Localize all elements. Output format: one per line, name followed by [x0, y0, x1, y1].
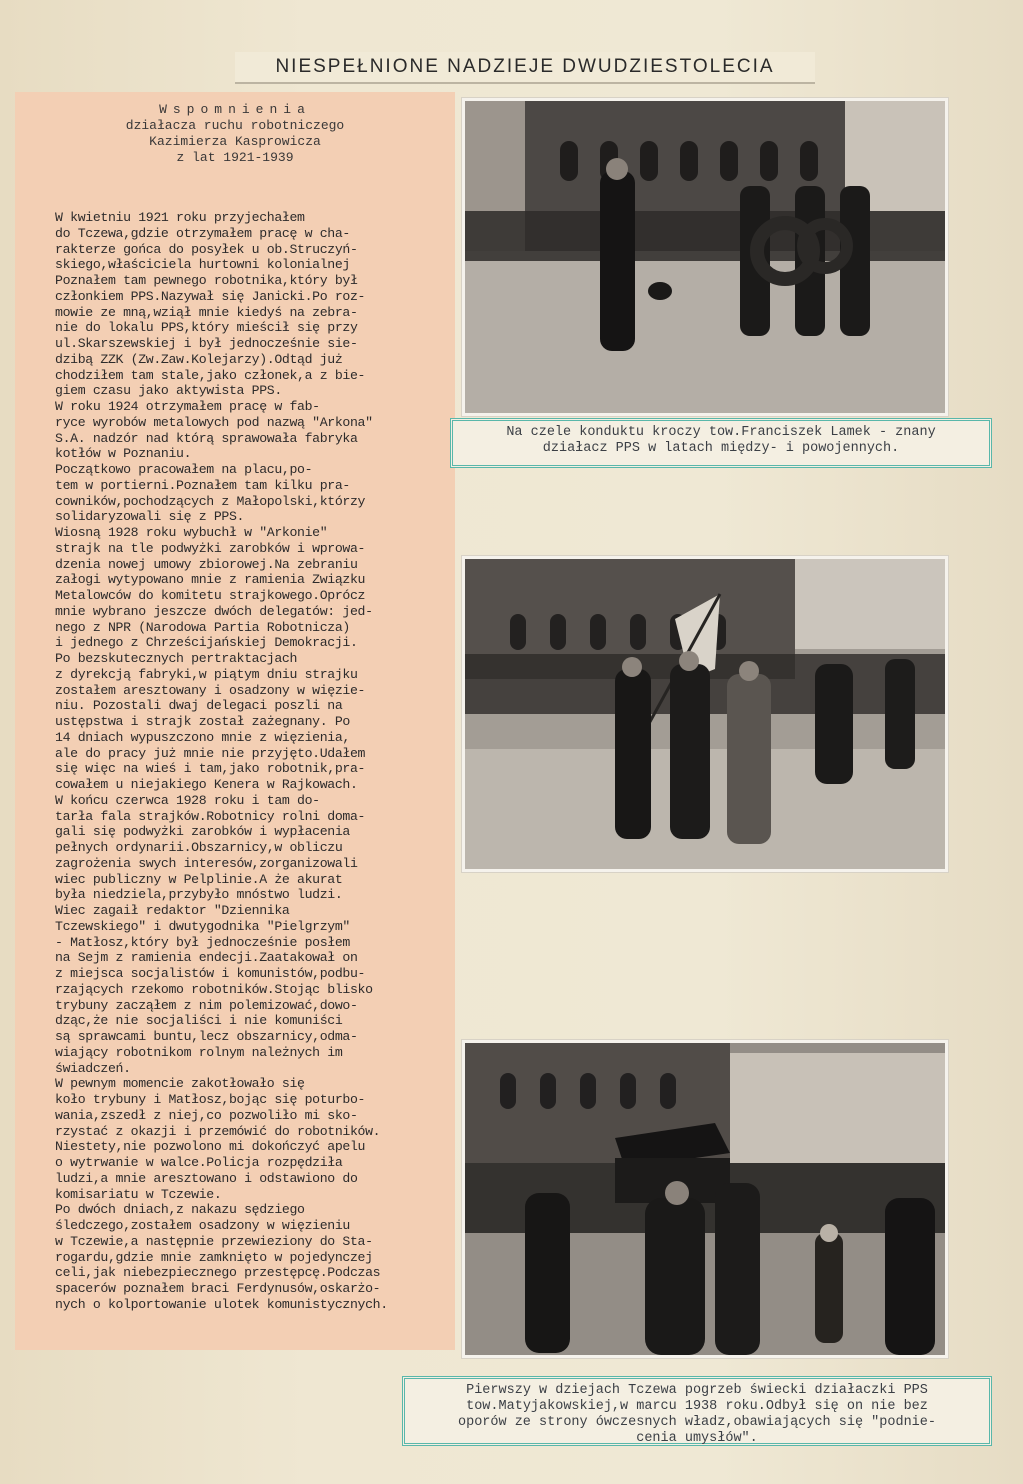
memoir-body-line: W kwietniu 1921 roku przyjechałem	[55, 210, 305, 225]
memoir-body-line: wania,zszedł z niej,co pozwoliło mi sko-	[55, 1107, 358, 1123]
memoir-body-line: niu. Pozostali dwaj delegaci poszli na	[55, 698, 343, 714]
memoir-body-line: skiego,właściciela hurtowni kolonialnej	[55, 257, 350, 273]
caption-photo-1	[450, 418, 992, 468]
memoir-body-line: Po dwóch dniach,z nakazu sędziego	[55, 1202, 305, 1218]
memoir-body-line: do Tczewa,gdzie otrzymałem pracę w cha-	[55, 225, 350, 241]
memoir-body-line: była niedziela,przybyło mnóstwo ludzi.	[55, 887, 343, 903]
memoir-body-line: komisariatu w Tczewie.	[55, 1186, 222, 1202]
memoir-body-line: W końcu czerwca 1928 roku i tam do-	[55, 792, 320, 808]
memoir-body-line: - Matłosz,który był jednocześnie posłem	[55, 934, 350, 950]
memoir-body-line: tarła fala strajków.Robotnicy rolni doma-	[55, 808, 366, 824]
memoir-body-line: członkiem PPS.Nazywał się Janicki.Po roz-	[55, 288, 366, 304]
memoir-title-line: działacza ruchu robotniczego	[125, 118, 345, 133]
memoir-body-line: są sprawcami buntu,lecz obszarnicy,odma-	[55, 1029, 358, 1044]
memoir-body-line: ale do pracy już mnie nie przyjęto.Udałem	[55, 745, 366, 761]
memoir-body-line: Niestety,nie pozwolono mi dokończyć apelu	[55, 1139, 366, 1155]
memoir-body	[55, 210, 455, 1313]
memoir-body-line: W roku 1924 otrzymałem pracę w fab-	[55, 399, 320, 414]
memoir-body-line: Wiosną 1928 roku wybuchł w "Arkonie"	[55, 525, 328, 540]
memoir-body-line: mnie wybrano jeszcze dwóch delegatów: jed-	[55, 603, 373, 619]
memoir-body-line: rakterze gońca do posyłek u ob.Struczyń-	[55, 241, 358, 257]
memoir-body-line: wiający robotnikom rolnym należnych im	[55, 1044, 343, 1060]
caption-photo-3	[402, 1376, 992, 1446]
memoir-body-line: świadczeń.	[55, 1060, 131, 1076]
memoir-body-line: dzenia nowej umowy zbiorowej.Na zebraniu	[55, 556, 358, 572]
memoir-body-line: spacerów poznałem braci Ferdynusów,oskarżo-	[55, 1281, 381, 1296]
memoir-body-line: rogardu,gdzie mnie zamknięto w pojedynczej	[55, 1249, 373, 1265]
memoir-body-line: cowników,pochodzących z Małopolski,którzy	[55, 493, 366, 509]
memoir-body-line: z dyrekcją fabryki,w piątym dniu strajku	[55, 666, 358, 682]
memoir-body-line: zagrożenia swych interesów,zorganizowali	[55, 855, 358, 871]
memoir-body-line: Tczewskiego" i dwutygodnika "Pielgrzym"	[55, 918, 350, 934]
memoir-body-line: w Tczewie,a następnie przewieziony do Sta-	[55, 1233, 373, 1249]
memoir-body-line: solidaryzowali się z PPS.	[55, 509, 245, 525]
memoir-body-line: celi,jak niebezpiecznego przestępcę.Podczas	[55, 1265, 381, 1281]
memoir-body-line: ludzi,a mnie aresztowano i odstawiono do	[55, 1170, 358, 1186]
caption-line: Pierwszy w dziejach Tczewa pogrzeb świecki działaczki PPS	[466, 1383, 928, 1398]
memoir-body-line: i jednego z Chrześcijańskiej Demokracji.	[55, 635, 358, 651]
memoir-body-line: cowałem u niejakiego Kenera w Rajkowach.	[55, 777, 358, 792]
memoir-title	[65, 102, 405, 166]
memoir-body-line: Poznałem tam pewnego robotnika,który był	[55, 273, 358, 288]
memoir-body-line: załogi wytypowano mnie z ramienia Związku	[55, 572, 366, 588]
caption-line: Na czele konduktu kroczy tow.Franciszek Lamek - znany	[506, 425, 936, 440]
memoir-body-line: ul.Skarszewskiej i był jednocześnie sie-	[55, 336, 358, 351]
caption-line: tow.Matyjakowskiej,w marcu 1938 roku.Odbył się on nie bez	[466, 1399, 928, 1414]
memoir-body-line: Metalowców do komitetu strajkowego.Oprócz	[55, 588, 366, 603]
memoir-body-line: chodziłem tam stale,jako członek,a z bie-	[55, 367, 366, 383]
memoir-body-line: dząc,że nie socjaliści i nie komuniści	[55, 1013, 343, 1029]
memoir-body-line: dzibą ZZK (Zw.Zaw.Kolejarzy).Odtąd już	[55, 351, 343, 367]
memoir-body-line: mowie ze mną,wziął mnie kiedyś na zebra-	[55, 304, 358, 320]
caption-line: oporów ze strony ówczesnych władz,obawiających się "podnie-	[458, 1415, 936, 1430]
page-title: NIESPEŁNIONE NADZIEJE DWUDZIESTOLECIA	[275, 56, 775, 77]
memoir-body-line: giem czasu jako aktywista PPS.	[55, 383, 282, 399]
memoir-body-line: Po bezskutecznych pertraktacjach	[55, 651, 298, 666]
memoir-title-line: Kazimierza Kasprowicza	[149, 134, 321, 149]
memoir-body-line: na Sejm z ramienia endecji.Zaatakował on	[55, 950, 358, 966]
memoir-body-line: się więc na wieś i tam,jako robotnik,pra-	[55, 761, 366, 777]
memoir-body-line: kotłów w Poznaniu.	[55, 446, 192, 462]
memoir-body-line: wiec publiczny w Pelplinie.A że akurat	[55, 871, 343, 887]
memoir-body-line: koło trybuny i Matłosz,bojąc się poturbo-	[55, 1092, 366, 1107]
memoir-body-line: Początkowo pracowałem na placu,po-	[55, 462, 313, 477]
photo-procession-lamek	[462, 98, 948, 416]
memoir-body-line: nego z NPR (Narodowa Partia Robotnicza)	[55, 619, 350, 635]
memoir-body-line: nie do lokalu PPS,który mieścił się przy	[55, 320, 358, 336]
memoir-body-line: strajk na tle podwyżki zarobków i wprowa-	[55, 540, 366, 556]
photo-march-banner	[462, 556, 948, 872]
memoir-body-line: pełnych ordynarii.Obszarnicy,w obliczu	[55, 840, 343, 855]
memoir-body-line: nych o kolportowanie ulotek komunistycznych.	[55, 1296, 388, 1312]
memoir-body-line: trybuny zacząłem z nim polemizować,dowo-	[55, 997, 358, 1013]
photo-secular-funeral	[462, 1040, 948, 1358]
memoir-body-line: zostałem aresztowany i osadzony w więzie-	[55, 682, 366, 698]
memoir-body-line: tem w portierni.Poznałem tam kilku pra-	[55, 477, 350, 493]
memoir-body-line: gali się podwyżki zarobków i wypłacenia	[55, 824, 350, 840]
caption-line: cenia umysłów".	[636, 1431, 758, 1446]
memoir-body-line: śledczego,zostałem osadzony w więzieniu	[55, 1218, 350, 1233]
memoir-title-line: z lat 1921-1939	[176, 150, 294, 165]
memoir-body-line: S.A. nadzór nad którą sprawowała fabryka	[55, 430, 358, 446]
memoir-body-line: W pewnym momencie zakotłowało się	[55, 1076, 305, 1092]
memoir-text-panel	[15, 92, 455, 1350]
memoir-title-line: Wspomnienia	[159, 102, 311, 117]
memoir-body-line: z miejsca socjalistów i komunistów,podbu-	[55, 966, 366, 981]
memoir-body-line: Wiec zagaił redaktor "Dziennika	[55, 903, 290, 918]
header-strip	[235, 52, 815, 84]
memoir-body-line: o wytrwanie w walce.Policja rozpędziła	[55, 1155, 343, 1170]
caption-line: działacz PPS w latach między- i powojennych.	[542, 441, 900, 456]
memoir-body-line: 14 dniach wypuszczono mnie z więzienia,	[55, 729, 350, 745]
memoir-body-line: ryce wyrobów metalowych pod nazwą "Arkona"	[55, 414, 373, 430]
memoir-body-line: rzystać z okazji i przemówić do robotników.	[55, 1123, 381, 1139]
memoir-body-line: ustępstwa i strajk został zażegnany. Po	[55, 714, 350, 729]
memoir-body-line: rzających rzekomo robotników.Stojąc blisko	[55, 981, 373, 997]
